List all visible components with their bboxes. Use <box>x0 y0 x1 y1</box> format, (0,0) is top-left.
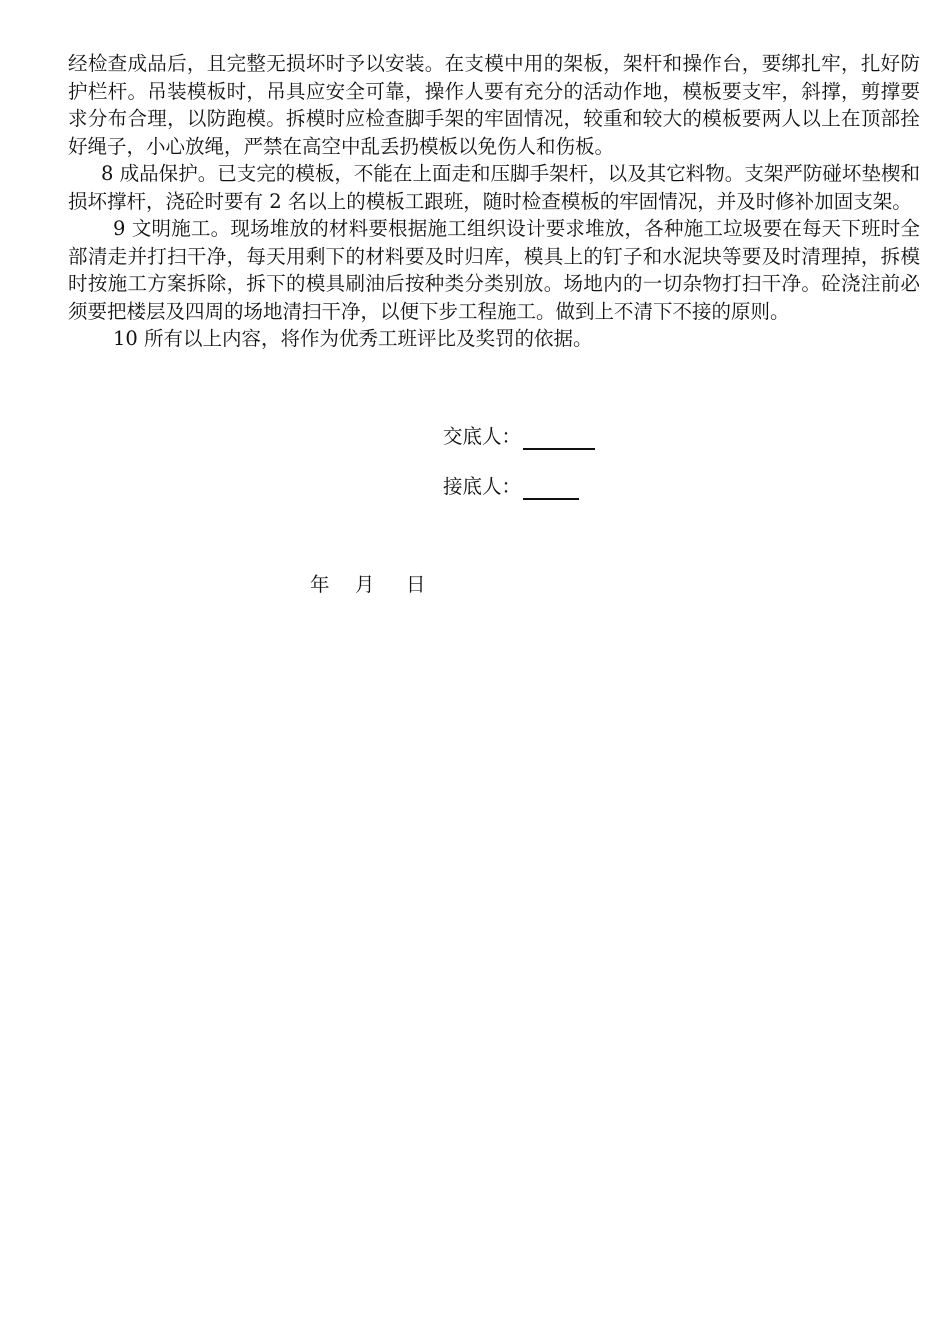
paragraph-item-8: 8 成品保护。已支完的模板，不能在上面走和压脚手架杆，以及其它料物。支架严防碰坏垫楔和损坏撑杆，浇砼时要有 2 名以上的模板工跟班，随时检查模板的牢固情况，并及时修补加固支架。 <box>68 162 920 213</box>
date-line <box>310 572 430 598</box>
signature-receiver <box>443 474 579 500</box>
date-year: 年 <box>310 573 330 596</box>
date-day: 日 <box>406 573 426 596</box>
date-month: 月 <box>355 573 375 596</box>
paragraph-continuation: 经检查成品后，且完整无损坏时予以安装。在支模中用的架板，架杆和操作台，要绑扎牢，扎好防护栏杆。吊装模板时，吊具应安全可靠，操作人要有充分的活动作地，模板要支牢，斜撑，剪撑要求分布合理，以防跑模。拆模时应检查脚手架的牢固情况，较重和较大的模板要两人以上在顶部拴好绳子，小心放绳，严禁在高空中乱丢扔模板以免伤人和伤板。 <box>68 52 920 158</box>
signature-giver <box>443 424 595 450</box>
paragraph-item-9: 9 文明施工。现场堆放的材料要根据施工组织设计要求堆放，各种施工垃圾要在每天下班时全部清走并打扫干净，每天用剩下的材料要及时归库，模具上的钉子和水泥块等要及时清理掉，拆模时按施工方案拆除，拆下的模具刷油后按种类分类别放。场地内的一切杂物打扫干净。砼浇注前必须要把楼层及四周的场地清扫干净，以便下步工程施工。做到上不清下不接的原则。 <box>68 217 920 323</box>
signature-receiver-label: 接底人： <box>443 475 522 498</box>
document-body <box>68 50 920 353</box>
signature-giver-label: 交底人： <box>443 425 522 448</box>
paragraph-item-10: 10 所有以上内容，将作为优秀工班评比及奖罚的依据。 <box>113 327 593 350</box>
signature-giver-blank[interactable] <box>523 428 595 450</box>
signature-receiver-blank[interactable] <box>523 478 579 500</box>
